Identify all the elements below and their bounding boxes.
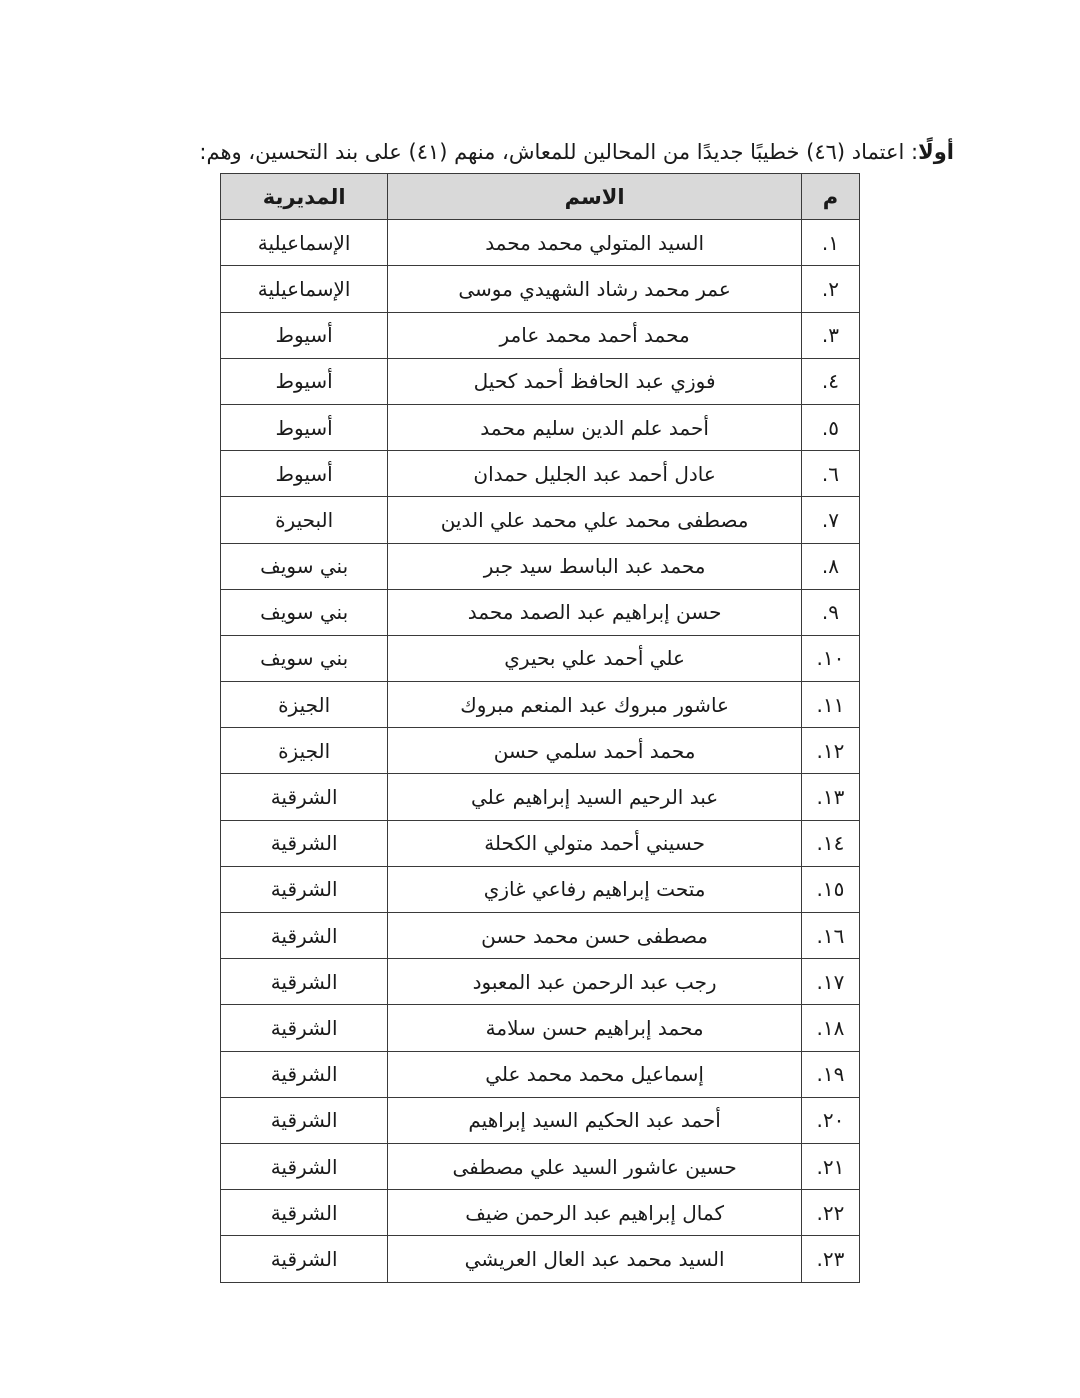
row-number: ١٣. (801, 774, 859, 820)
table-row (221, 1190, 860, 1236)
row-number: ٢. (801, 266, 859, 312)
row-directorate: الشرقية (221, 1051, 388, 1097)
row-name: أحمد عبد الحكيم السيد إبراهيم (388, 1097, 802, 1143)
table-row (221, 728, 860, 774)
row-name: أحمد علم الدين سليم محمد (388, 404, 802, 450)
row-directorate: الجيزة (221, 682, 388, 728)
row-directorate: الشرقية (221, 959, 388, 1005)
row-directorate: بني سويف (221, 543, 388, 589)
row-number: ٩. (801, 589, 859, 635)
row-directorate: الشرقية (221, 1005, 388, 1051)
row-name: عاشور مبروك عبد المنعم مبروك (388, 682, 802, 728)
table-row (221, 959, 860, 1005)
table-row (221, 1097, 860, 1143)
row-directorate: الشرقية (221, 1236, 388, 1282)
row-number: ١٦. (801, 913, 859, 959)
row-directorate: البحيرة (221, 497, 388, 543)
row-directorate: بني سويف (221, 589, 388, 635)
table-row (221, 589, 860, 635)
row-directorate: الإسماعيلية (221, 266, 388, 312)
row-number: ١٢. (801, 728, 859, 774)
row-directorate: الشرقية (221, 820, 388, 866)
row-directorate: الشرقية (221, 774, 388, 820)
table-row (221, 1051, 860, 1097)
row-number: ٧. (801, 497, 859, 543)
table-row (221, 358, 860, 404)
row-directorate: الشرقية (221, 913, 388, 959)
row-name: محمد إبراهيم حسن سلامة (388, 1005, 802, 1051)
row-number: ٦. (801, 451, 859, 497)
intro-text: : اعتماد (٤٦) خطيبًا جديدًا من المحالين للمعاش، منهم (٤١) على بند التحسين، وهم: (199, 140, 919, 164)
table-row (221, 404, 860, 450)
row-directorate: أسيوط (221, 404, 388, 450)
table-row (221, 451, 860, 497)
table-row (221, 1143, 860, 1189)
row-name: إسماعيل محمد محمد علي (388, 1051, 802, 1097)
table-header-row (221, 174, 860, 220)
row-directorate: أسيوط (221, 358, 388, 404)
row-number: ٥. (801, 404, 859, 450)
row-name: علي أحمد علي بحيري (388, 635, 802, 681)
names-table (220, 173, 860, 1283)
row-name: حسن إبراهيم عبد الصمد محمد (388, 589, 802, 635)
row-number: ١١. (801, 682, 859, 728)
table-row (221, 1236, 860, 1282)
row-directorate: الجيزة (221, 728, 388, 774)
row-directorate: بني سويف (221, 635, 388, 681)
table-row (221, 866, 860, 912)
table-row (221, 543, 860, 589)
table-row (221, 1005, 860, 1051)
row-name: فوزي عبد الحافظ أحمد كحيل (388, 358, 802, 404)
row-number: ٣. (801, 312, 859, 358)
header-directorate: المديرية (221, 174, 388, 220)
row-name: عبد الرحيم السيد إبراهيم علي (388, 774, 802, 820)
row-number: ٨. (801, 543, 859, 589)
row-name: السيد المتولي محمد محمد (388, 220, 802, 266)
row-name: عادل أحمد عبد الجليل حمدان (388, 451, 802, 497)
row-directorate: الشرقية (221, 1143, 388, 1189)
table-row (221, 774, 860, 820)
table-body (221, 220, 860, 1282)
row-number: ٤. (801, 358, 859, 404)
row-name: حسين عاشور السيد علي مصطفى (388, 1143, 802, 1189)
row-number: ١٤. (801, 820, 859, 866)
table-row (221, 497, 860, 543)
intro-paragraph (194, 134, 954, 170)
row-directorate: الشرقية (221, 1097, 388, 1143)
row-number: ٢٢. (801, 1190, 859, 1236)
table-row (221, 682, 860, 728)
row-number: ٢٣. (801, 1236, 859, 1282)
row-directorate: أسيوط (221, 451, 388, 497)
row-number: ١٥. (801, 866, 859, 912)
row-name: السيد محمد عبد العال العريشي (388, 1236, 802, 1282)
row-name: عمر محمد رشاد الشهيدي موسى (388, 266, 802, 312)
row-number: ٢١. (801, 1143, 859, 1189)
row-name: متحت إبراهيم رفاعي غازي (388, 866, 802, 912)
row-number: ١٩. (801, 1051, 859, 1097)
row-name: محمد عبد الباسط سيد جبر (388, 543, 802, 589)
row-number: ١. (801, 220, 859, 266)
table-row (221, 820, 860, 866)
row-name: محمد أحمد سلمي حسن (388, 728, 802, 774)
table-row (221, 312, 860, 358)
row-name: مصطفى محمد علي محمد علي الدين (388, 497, 802, 543)
row-number: ١٨. (801, 1005, 859, 1051)
row-name: كمال إبراهيم عبد الرحمن ضيف (388, 1190, 802, 1236)
row-name: محمد أحمد محمد عامر (388, 312, 802, 358)
row-name: رجب عبد الرحمن عبد المعبود (388, 959, 802, 1005)
row-number: ١٠. (801, 635, 859, 681)
row-directorate: أسيوط (221, 312, 388, 358)
row-directorate: الإسماعيلية (221, 220, 388, 266)
table-row (221, 913, 860, 959)
row-directorate: الشرقية (221, 1190, 388, 1236)
row-name: حسيني أحمد متولي الكحلة (388, 820, 802, 866)
header-name: الاسم (388, 174, 802, 220)
row-name: مصطفى حسن محمد حسن (388, 913, 802, 959)
header-num: م (801, 174, 859, 220)
table-row (221, 266, 860, 312)
intro-lead: أولًا (918, 140, 954, 164)
table-row (221, 220, 860, 266)
row-number: ٢٠. (801, 1097, 859, 1143)
row-directorate: الشرقية (221, 866, 388, 912)
row-number: ١٧. (801, 959, 859, 1005)
table-row (221, 635, 860, 681)
